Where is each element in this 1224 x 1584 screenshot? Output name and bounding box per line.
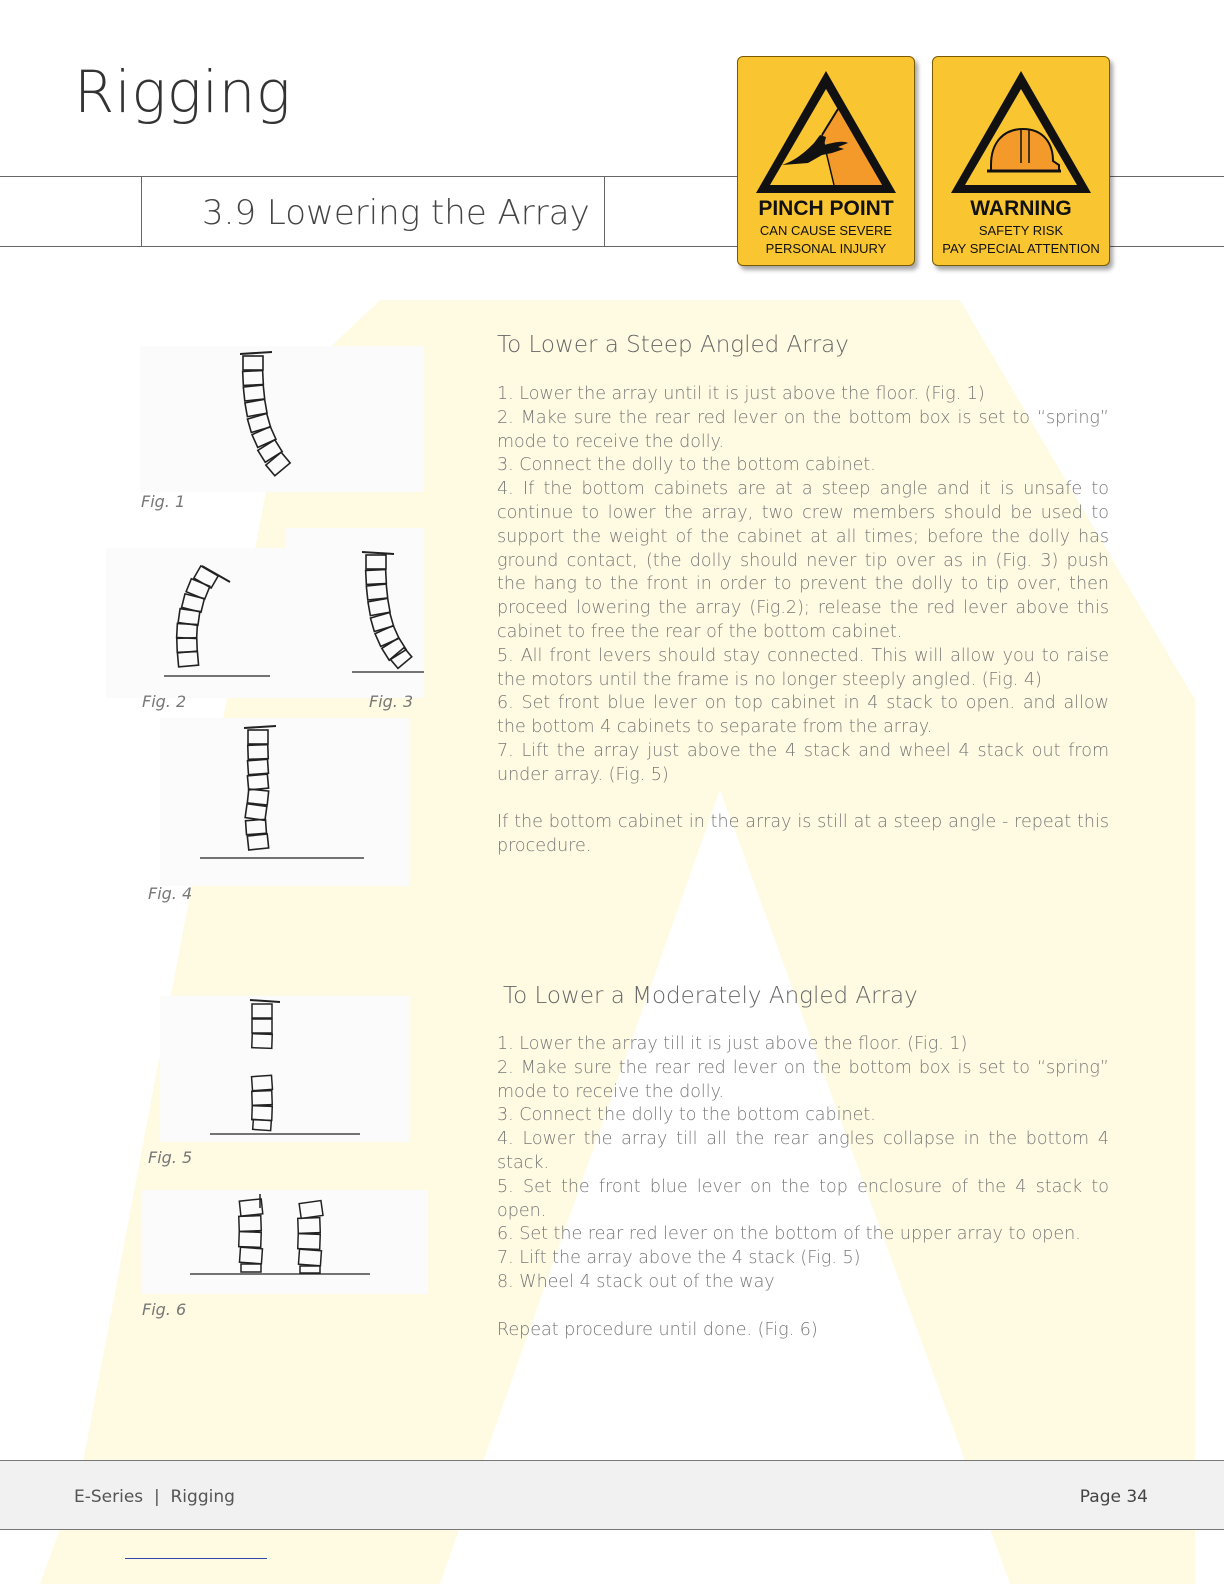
figure-3 xyxy=(286,528,424,698)
header-rule-bottom-right xyxy=(1110,246,1224,247)
step-item: 2. Make sure the rear red lever on the bottom box is set to “spring” mode to receive the dolly. xyxy=(497,1057,1109,1102)
figure-1 xyxy=(140,346,424,492)
step-item: 4. Lower the array till all the rear angles collapse in the bottom 4 stack. xyxy=(497,1129,1109,1173)
steep-instructions xyxy=(497,383,1109,859)
page-number: Page 34 xyxy=(1079,1487,1148,1507)
sign-line2: PERSONAL INJURY xyxy=(765,241,887,256)
figure-caption: Fig. 3 xyxy=(369,692,414,711)
procedure-note: If the bottom cabinet in the array is still at a steep angle - repeat this procedure. xyxy=(497,812,1109,857)
hard-hat-icon xyxy=(947,65,1095,197)
moderate-heading: To Lower a Moderately Angled Array xyxy=(503,983,918,1009)
step-item: 5. All front levers should stay connected. This will allow you to raise the motors until the frame is no longer steeply angled. (Fig. 4) xyxy=(497,645,1109,690)
header-rule-top-right xyxy=(1110,176,1224,177)
pinch-point-sign xyxy=(737,56,915,266)
step-item: 2. Make sure the rear red lever on the bottom box is set to “spring” mode to receive the dolly. xyxy=(497,407,1109,452)
figure-4 xyxy=(160,718,410,886)
header-divider-right xyxy=(604,176,605,247)
step-item: 5. Set the front blue lever on the top enclosure of the 4 stack to open. xyxy=(497,1176,1109,1221)
step-item: 1. Lower the array until it is just above the floor. (Fig. 1) xyxy=(497,384,985,404)
array-diagram xyxy=(286,528,424,698)
footer-breadcrumb: E-Series | Rigging xyxy=(74,1487,235,1507)
array-diagram xyxy=(142,1190,428,1294)
array-diagram xyxy=(160,996,410,1142)
step-item: 8. Wheel 4 stack out of the way xyxy=(497,1271,775,1292)
sign-heading: PINCH POINT xyxy=(758,197,894,220)
sign-line1: SAFETY RISK xyxy=(978,223,1064,238)
procedure-note: Repeat procedure until done. (Fig. 6) xyxy=(497,1319,818,1340)
step-item: 1. Lower the array till it is just above the floor. (Fig. 1) xyxy=(497,1034,968,1054)
section-title: 3.9 Lowering the Array xyxy=(202,193,590,233)
step-item: 6. Set front blue lever on top cabinet in 4 stack to open. and allow the bottom 4 cabinets to separate from the array. xyxy=(497,693,1109,738)
figure-5 xyxy=(160,996,410,1142)
figure-caption: Fig. 1 xyxy=(141,492,186,511)
step-item: 3. Connect the dolly to the bottom cabinet. xyxy=(497,1105,876,1126)
sign-heading: WARNING xyxy=(970,197,1072,220)
sign-line2: PAY SPECIAL ATTENTION xyxy=(942,241,1100,256)
page-title: Rigging xyxy=(74,58,292,126)
figure-caption: Fig. 5 xyxy=(148,1148,193,1167)
array-diagram xyxy=(140,346,424,492)
figure-caption: Fig. 6 xyxy=(142,1300,187,1319)
page-footer xyxy=(0,1460,1224,1530)
figure-caption: Fig. 2 xyxy=(142,692,187,711)
step-item: 7. Lift the array just above the 4 stack and wheel 4 stack out from under array. (Fig. 5) xyxy=(497,740,1109,785)
figure-6 xyxy=(142,1190,428,1294)
warning-sign xyxy=(932,56,1110,266)
steep-heading: To Lower a Steep Angled Array xyxy=(497,332,849,358)
pinch-hand-icon xyxy=(752,65,900,197)
figure-2 xyxy=(106,548,286,698)
array-diagram xyxy=(160,718,410,886)
step-item: 7. Lift the array above the 4 stack (Fig. 5) xyxy=(497,1248,861,1269)
step-item: 6. Set the rear red lever on the bottom of the upper array to open. xyxy=(497,1224,1081,1245)
moderate-instructions xyxy=(497,1033,1109,1342)
sign-line1: CAN CAUSE SEVERE xyxy=(759,223,893,238)
footnote-rule xyxy=(125,1558,267,1559)
figure-caption: Fig. 4 xyxy=(148,884,193,903)
header-rule-bottom xyxy=(0,246,740,247)
step-item: 3. Connect the dolly to the bottom cabinet. xyxy=(497,455,876,476)
array-diagram xyxy=(106,548,286,698)
step-item: 4. If the bottom cabinets are at a steep angle and it is unsafe to continue to lower the array, two crew members should be used to support the weight of the cabinet at all times; before the dolly has ground contact, (the dolly should never tip over as in (Fig. 3) push the hang to the front in order to prevent the dolly to tip over, then proceed lowering the array (Fig.2); release the red lever above this cabinet to free the rear of the bottom cabinet. xyxy=(497,479,1109,642)
header-rule-top xyxy=(0,176,740,177)
header-divider-left xyxy=(141,176,142,247)
